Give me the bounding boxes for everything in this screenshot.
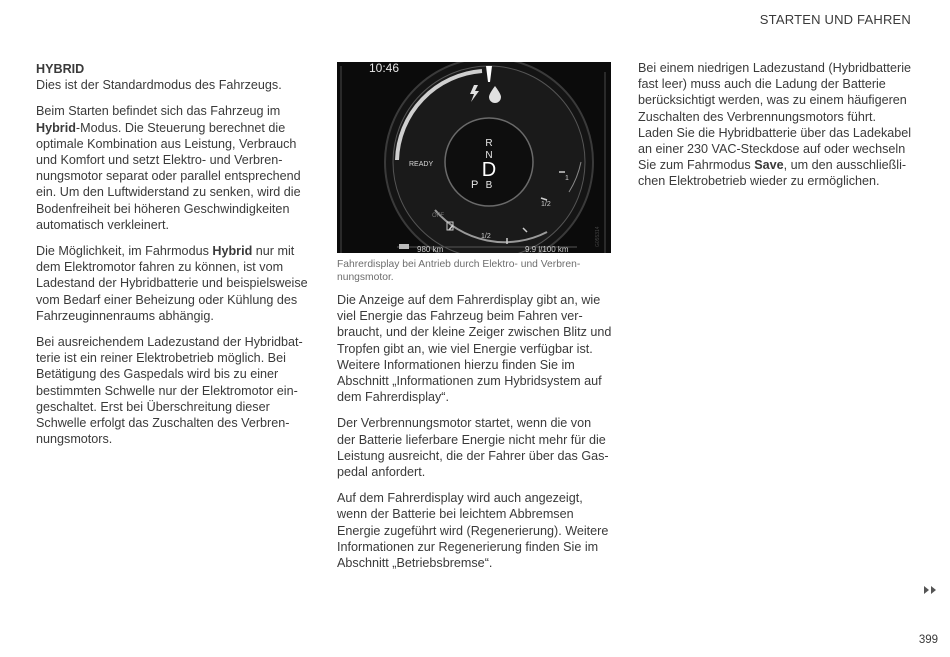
range-readout: 980 km bbox=[417, 245, 444, 253]
gear-n: N bbox=[485, 150, 493, 161]
off-label: OFF bbox=[432, 213, 444, 219]
mode-name: Hybrid bbox=[212, 244, 253, 259]
driver-display-image bbox=[337, 62, 611, 253]
column-left bbox=[36, 60, 308, 457]
paragraph: Bei ausreichendem Ladezustand der Hybridbatterie ist ein reiner Elektrobetrieb möglich. Bei Betätigung des Gaspedals wird bis zu einer bestimmten Schwelle nur der Elektromotor eingeschaltet. Erst bei Überschreitung dieser Schwelle erfolgt das Zuschalten des Verbrennungsmotors. bbox=[36, 335, 303, 447]
paragraph: Auf dem Fahrerdisplay wird auch angezeigt, wenn der Batterie bei leichtem Abbremsen Energie zugeführt wird (Regenerierung). Weitere Informationen zur Regenerierung finden Sie im Abschnitt „Betriebsbremse“. bbox=[337, 491, 609, 571]
gear-d: D bbox=[481, 159, 497, 181]
gear-r: R bbox=[485, 138, 493, 149]
image-code: G055314 bbox=[595, 226, 601, 247]
paragraph: Beim Starten befindet sich das Fahrzeug im Hybrid-Modus. Die Steuerung berechnet die optimale Kombination aus Leistung, Verbrauch und Komfort und setzt Elektro- und Verbrennungsmotor separat oder parallel entsprechend ein. Um den Luftwiderstand zu senken, wird die Bodenfreiheit bei höheren Geschwindigkeiten automatisch verkleinert. bbox=[36, 104, 301, 232]
paragraph: Bei einem niedrigen Ladezustand (Hybridbatterie fast leer) muss auch die Ladung der Batterie berücksichtigt werden, was zu einem häufigeren Zuschalten des Verbrennungsmotors führt. Laden Sie die Hybridbatterie über das Ladekabel an einer 230 VAC-Steckdose auf oder wechseln Sie zum Fahrmodus Save, um den ausschließlichen Elektrobetrieb wieder zu ermöglichen. bbox=[638, 61, 912, 189]
mode-name: Hybrid bbox=[36, 120, 76, 135]
figure-caption: Fahrerdisplay bei Antrieb durch Elektro- und Verbrennungsmotor. bbox=[337, 259, 581, 283]
double-chevron-right-icon[interactable] bbox=[924, 586, 938, 597]
section-heading: HYBRID bbox=[36, 62, 85, 76]
consumption-readout: 9.9 l/100 km bbox=[525, 245, 569, 253]
column-middle bbox=[337, 60, 612, 581]
gear-p: P bbox=[471, 179, 479, 191]
paragraph: Der Verbrennungsmotor startet, wenn die von der Batterie lieferbare Energie nicht mehr für die Leistung ausreicht, die der Fahrer über das Gaspedal anfordert. bbox=[337, 416, 609, 480]
mode-name: Save bbox=[754, 158, 784, 173]
paragraph: Die Anzeige auf dem Fahrerdisplay gibt an, wie viel Energie das Fahrzeug beim Fahren verbraucht, und der kleine Zeiger zwischen Blitz und Tropfen gibt an, wie viel Energie verfügbar ist. Weitere Informationen hierzu finden Sie im Abschnitt „Informationen zum Hybridsystem auf dem Fahrerdisplay“. bbox=[337, 293, 612, 405]
column-right bbox=[638, 60, 913, 200]
ready-label: READY bbox=[409, 161, 434, 168]
section-title: STARTEN UND FAHREN bbox=[759, 12, 911, 27]
paragraph: Die Möglichkeit, im Fahrmodus Hybrid nur mit dem Elektromotor fahren zu können, ist vom Ladestand der Hybridbatterie und beispielsweise vom Bedarf einer Beheizung oder Kühlung des Fahrzeuginnenraums abhängig. bbox=[36, 244, 308, 323]
fuel-half-label: 1/2 bbox=[541, 201, 551, 208]
page-number: 399 bbox=[918, 634, 938, 646]
clock: 10:46 bbox=[369, 62, 400, 75]
gauge-one-label: 1 bbox=[565, 175, 569, 182]
gear-b: B bbox=[485, 180, 493, 191]
car-icon bbox=[399, 244, 409, 249]
gauge-half-label: 1/2 bbox=[481, 233, 491, 240]
paragraph: Dies ist der Standardmodus des Fahrzeugs. bbox=[36, 78, 282, 93]
